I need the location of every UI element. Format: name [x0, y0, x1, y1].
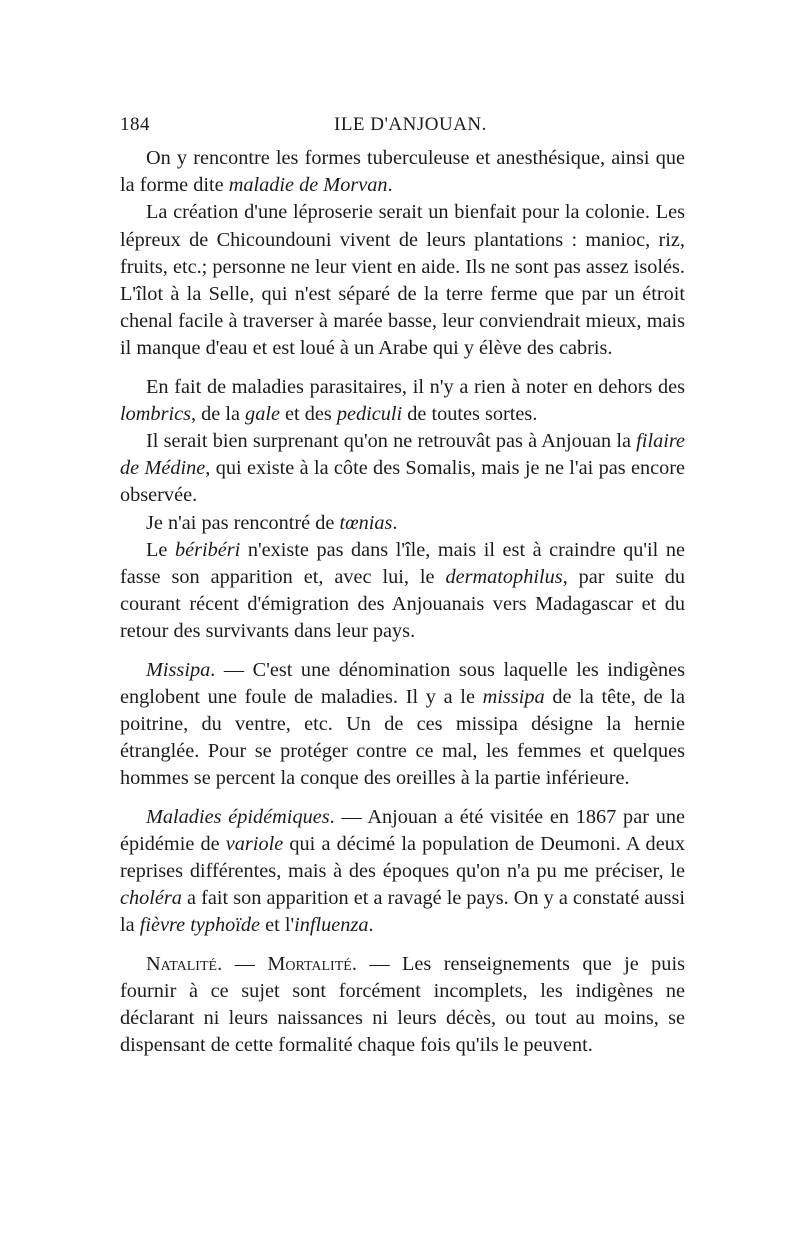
text-run: . — Anjouan a été visitée en 1867 par une épidémie de [120, 805, 685, 855]
paragraph-p4 [120, 428, 685, 510]
text-run: La création d'une léproserie serait un bienfait pour la colonie. Les lépreux de Chicoundouni vivent de leurs plantations : manioc, riz, fruits, etc.; personne ne leur vient en aide. Ils ne sont pas assez isolés. L'îlot à la Selle, qui n'est séparé de la terre ferme que par un étroit chenal facile à traverser à marée basse, leur conviendrait mieux, mais il manque d'eau et est loué à un Arabe qui y élève des cabris. [120, 201, 685, 360]
text-run: Il serait bien surprenant qu'on ne retrouvât pas à Anjouan la [146, 430, 637, 453]
italic-text: Maladies épidémiques [146, 805, 330, 828]
italic-text: choléra [120, 887, 182, 910]
text-run: qui a décimé la population de Deumoni. A deux reprises différentes, mais à des époques qu'on n'a pu me préciser, le [120, 832, 685, 883]
text-run: En fait de maladies parasitaires, il n'y a rien à noter en dehors des [146, 375, 685, 398]
italic-text: filaire de Médine [120, 430, 685, 480]
text-run: On y rencontre les formes tuberculeuse et anesthésique, ainsi que la forme dite [120, 147, 685, 197]
small-caps-text: Natalité [146, 952, 218, 975]
text-run: de toutes sortes. [402, 402, 538, 425]
text-run: , de la [190, 402, 246, 425]
italic-text: maladie de Morvan [228, 174, 388, 197]
italic-text: béribéri [174, 538, 241, 561]
paragraph-p5 [120, 510, 685, 537]
paragraph-p2 [120, 199, 685, 362]
text-run: n'existe pas dans l'île, mais il est à craindre qu'il ne fasse son apparition et, avec lui, le [120, 538, 685, 589]
italic-text: tœnias [339, 511, 393, 534]
text-run: et des [279, 402, 337, 425]
page-number: 184 [120, 114, 150, 135]
italic-text: pediculi [336, 402, 403, 425]
paragraph-p8 [120, 804, 685, 940]
italic-text: Missipa [146, 658, 211, 681]
text-run: et l' [260, 914, 295, 937]
italic-text: dermatophilus [445, 566, 563, 589]
paragraph-p3 [120, 374, 685, 428]
text-run: . — [217, 952, 268, 975]
text-run: de la tête, de la poitrine, du ventre, etc. Un de ces missipa désigne la hernie étranglée. Pour se protéger contre ce mal, les femmes et quelques hommes se percent la conque des oreilles à la partie inférieure. [120, 685, 685, 790]
paragraph-p1 [120, 145, 685, 199]
text-run: . — Les renseignements que je puis fournir à ce sujet sont forcément incomplets, les indigènes ne déclarant ni leurs naissances ni leurs décès, ou tout au moins, se dispensant de cette formalité chaque fois qu'ils le peuvent. [120, 952, 685, 1057]
italic-text: influenza [294, 914, 369, 937]
text-run: , par suite du courant récent d'émigration des Anjouanais vers Madagascar et du retour des survivants dans leur pays. [120, 566, 685, 643]
italic-text: lombrics [120, 402, 191, 425]
body-text [120, 145, 685, 1060]
text-run: . [368, 914, 374, 937]
running-head: ILE D'ANJOUAN. [334, 114, 487, 135]
italic-text: missipa [482, 685, 545, 708]
paragraph-p9 [120, 951, 685, 1060]
italic-text: gale [245, 402, 280, 425]
text-run: Je n'ai pas rencontré de [146, 511, 340, 534]
small-caps-text: Mortalité [267, 952, 352, 975]
text-run: a fait son apparition et a ravagé le pays. On y a constaté aussi la [120, 887, 685, 937]
page-header [120, 114, 685, 144]
text-run: . [392, 511, 398, 534]
italic-text: variole [225, 832, 284, 855]
text-run: Le [146, 538, 175, 561]
text-run: . — C'est une dénomination sous laquelle les indigènes englobent une foule de maladies. Il y a le [120, 658, 685, 708]
paragraph-p7 [120, 657, 685, 793]
italic-text: fièvre typhoïde [139, 914, 261, 937]
text-run: . [387, 174, 393, 197]
paragraph-p6 [120, 537, 685, 646]
text-run: , qui existe à la côte des Somalis, mais je ne l'ai pas encore observée. [120, 457, 685, 507]
